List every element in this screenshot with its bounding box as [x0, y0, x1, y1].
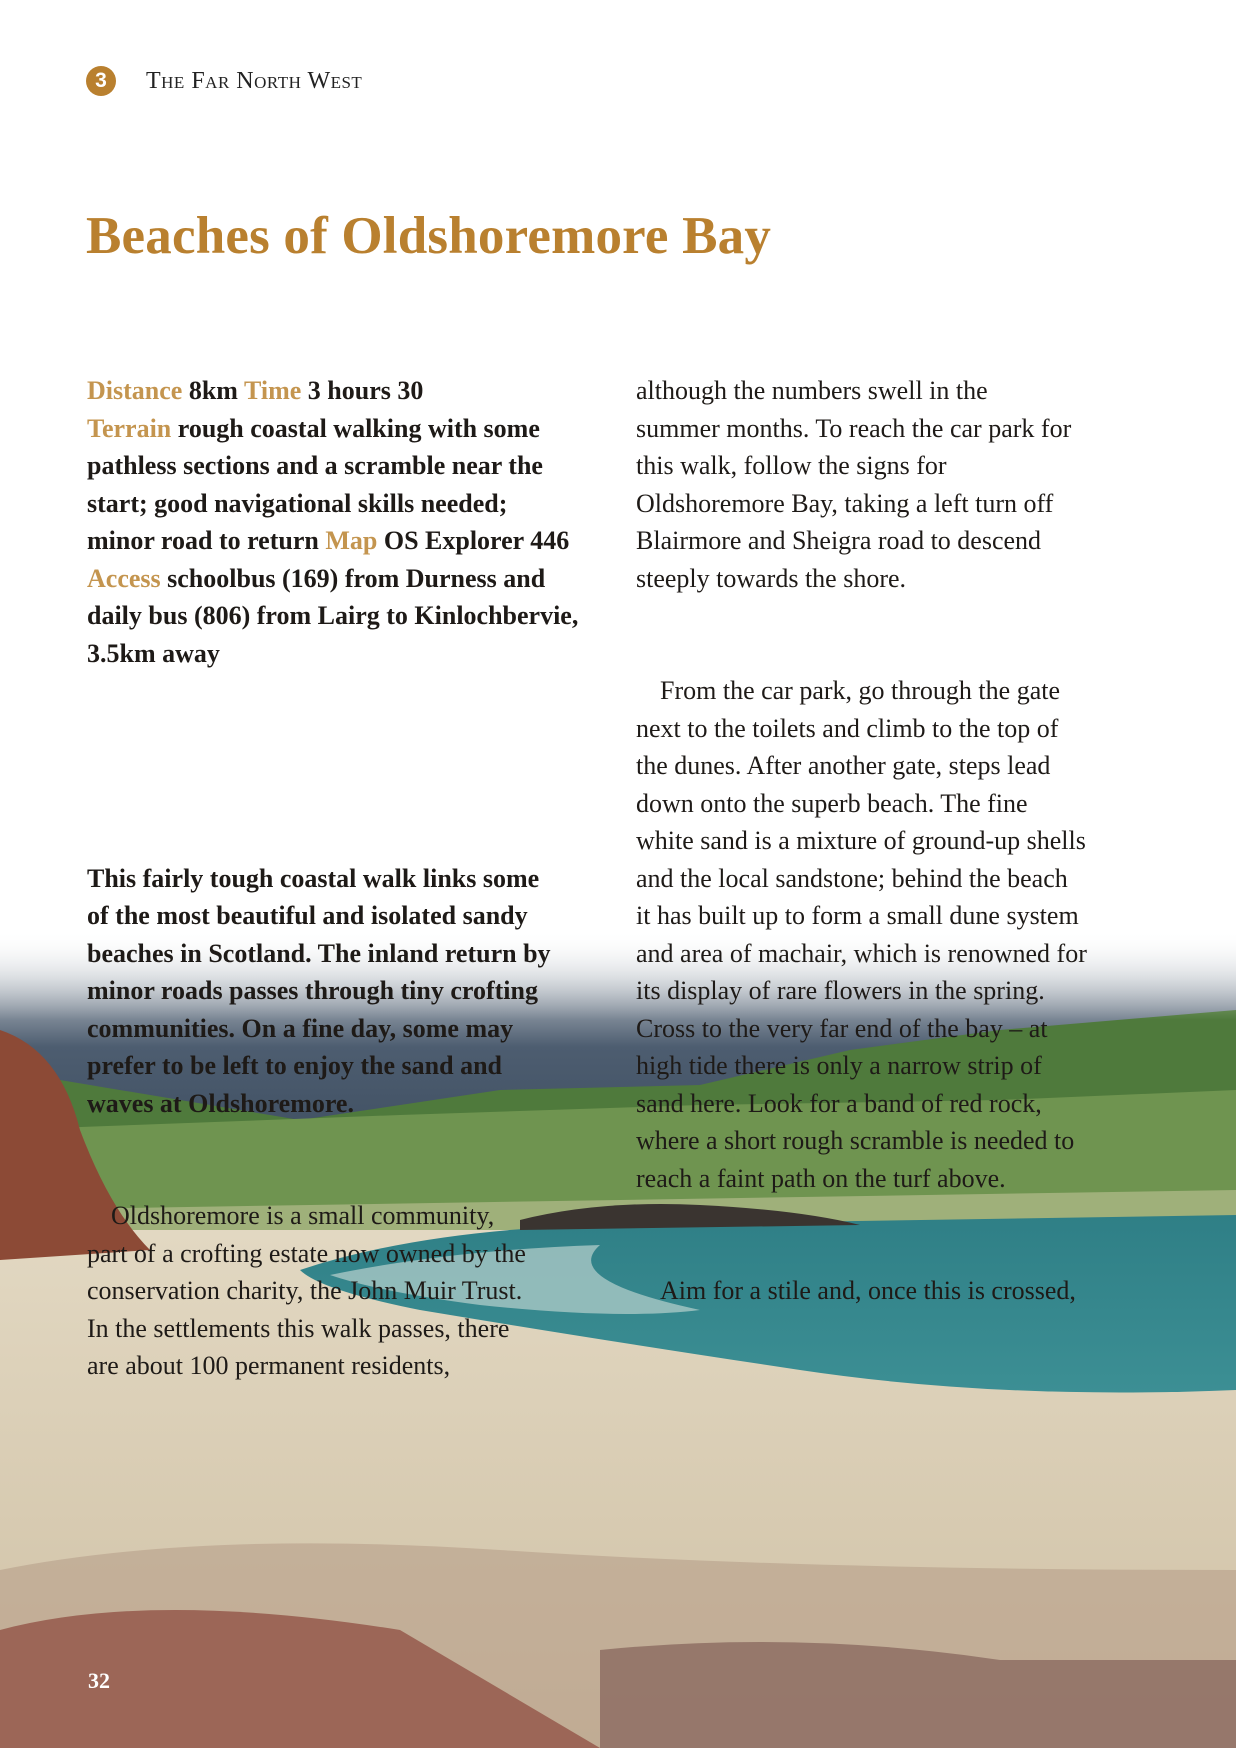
route-info: Distance 8km Time 3 hours 30 Terrain rough coastal walking with some pathless sections and a scramble near the start; good navigational skills needed; minor road to return Map OS Explorer 446 Access schoolbus (169) from Durness and daily bus (806) from Lairg to Kinlochbervie, 3.5km away: [87, 376, 579, 668]
column-left: [87, 297, 578, 1422]
page-number: 32: [88, 1668, 110, 1693]
section-title: The Far North West: [146, 67, 363, 94]
intro-paragraph: This fairly tough coastal walk links some of the most beautiful and isolated sandy beaches in Scotland. The inland return by minor roads passes through tiny crofting communities. On a fine day, some may prefer to be left to enjoy the sand and waves at Oldshoremore.: [87, 863, 551, 1118]
body-paragraph: although the numbers swell in the summer months. To reach the car park for this walk, follow the signs for Oldshoremore Bay, taking a left turn off Blairmore and Sheigra road to descend steeply towards the shore.: [636, 376, 1072, 593]
chapter-number-badge: 3: [86, 66, 116, 96]
body-paragraph: Aim for a stile and, once this is crossed,: [660, 1276, 1076, 1305]
column-right: [636, 297, 1087, 1347]
page-title: Beaches of Oldshoremore Bay: [86, 207, 772, 265]
running-header: [86, 66, 362, 96]
body-paragraph: From the car park, go through the gate next to the toilets and climb to the top of the dunes. After another gate, steps lead down onto the superb beach. The fine white sand is a mixture of ground-up shells and the local sandstone; behind the beach it has built up to form a small dune system and area of machair, which is renowned for its display of rare flowers in the spring. Cross to the very far end of the bay – at high tide there is only a narrow strip of sand here. Look for a band of red rock, where a short rough scramble is needed to reach a faint path on the turf above.: [636, 676, 1087, 1193]
body-paragraph: Oldshoremore is a small community, part of a crofting estate now owned by the conservation charity, the John Muir Trust. In the settlements this walk passes, there are about 100 permanent residents,: [87, 1201, 526, 1380]
